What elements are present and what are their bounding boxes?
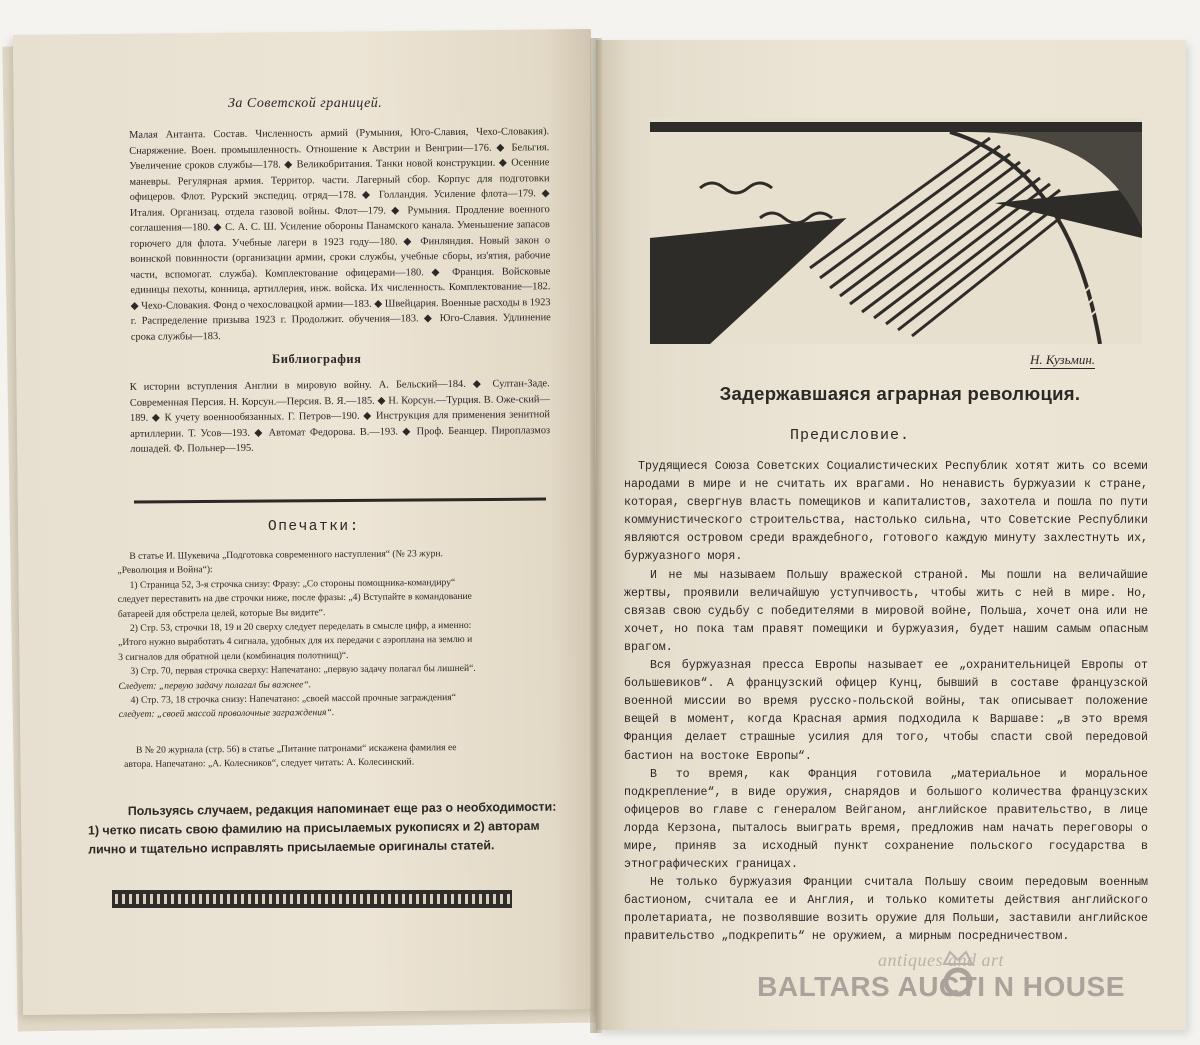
watermark-brand: BALTARS AUCTI N HOUSE [757, 971, 1125, 1002]
errata-note [124, 740, 574, 773]
decorative-border-strip [112, 888, 512, 910]
errata-line: В статье И. Шукевича „Подготовка современного наступления“ (№ 23 журн. [129, 548, 443, 562]
illustration-credit: Н. Кузьмин. [1030, 352, 1096, 367]
errata-line: Следует: „первую задачу полагал бы важнее“. [118, 678, 312, 692]
crown-logo-icon [940, 948, 976, 1000]
article-paragraph: В то время, как Франция готовила „материальное и моральное подкрепление“, в виде оружия, снарядов и большого количества французских офицеров во главе с генералом Вейганом, английское правительство, в лице лорда Керзона, пыталось выиграть время, предложив нам начать переговоры о мире, приняв за исходный пункт сохранение польского государства в этнографических границах. [624, 767, 1148, 872]
article-paragraph: Трудящиеся Союза Советских Социалистических Республик хотят жить со всеми народами в мире и не считать их врагами. Но ненависть буржуазии к стране, которая, свергнув власть помещиков и капиталистов, захотела и пошла по пути коммунистического строительства, настолько сильна, что Советские Республики являются островом среди враждебного, готового каждую минуту захлестнуть их, буржуазного моря. [624, 460, 1148, 564]
errata-line: 2) Стр. 53, строчки 18, 19 и 20 сверху следует переделать в смысле цифр, а именно: [129, 619, 472, 634]
article-paragraph: Вся буржуазная пресса Европы называет ее „охранительницей Европы от большевиков“. А французский офицер Кунц, бывший в составе французской военной миссии во время русско-польской войны, так описывает положение вещей в момент, когда Красная армия подходила к Варшаве: „в это время Франция делает страшные усилия для того, чтобы спасти свой передовой бастион на востоке Европы“. [624, 659, 1148, 763]
errata-line: следует переставить на две строчки ниже, после фразы: „4) Вступайте в командование [117, 591, 472, 606]
article-paragraph: И не мы называем Польшу вражеской страной. Мы пошли на величайшие жертвы, проявили величайшую уступчивость, чтобы жить с ней в мире. Но, связав свою судьбу с победителями в мировой войне, Польша, хочет она или не хочет, но пока там правят помещики и буржуазия, будет нашим самым опасным врагом. [624, 568, 1148, 654]
constructivist-illustration [650, 118, 1142, 344]
errata-line: следует: „своей массой проволочные заграждения“. [118, 707, 335, 721]
section-heading: За Советской границей. [228, 96, 383, 111]
notice-line: Пользуясь случаем, редакция напоминает еще раз о необходимости: [127, 799, 557, 819]
article-title: Задержавшаяся аграрная революция. [719, 383, 1081, 404]
book-gutter [590, 38, 602, 1033]
errata-note-line: автора. Напечатано: „А. Колесников“, следует читать: А. Колесинский. [124, 756, 415, 771]
preface-heading: Предисловие. [790, 427, 911, 444]
editorial-notice [88, 797, 569, 859]
errata-line: „Революция и Война“): [117, 564, 213, 577]
notice-line: лично и тщательно исправлять присылаемые оригиналы статей. [88, 838, 495, 857]
errata-line: батареей для обстрела целей, которые Вы видите“. [117, 606, 326, 620]
errata-line: 3 сигналов для обратной цели (комбинация полотнищ)“. [118, 649, 349, 663]
notice-line: 1) четко писать свою фамилию на присылаемых рукописях и 2) авторам [87, 818, 540, 838]
errata-line: 3) Стр. 70, первая строчка сверху: Напечатано: „первую задачу полагал бы лишней“. [130, 663, 476, 678]
watermark-tagline: antiques and art [877, 950, 1004, 970]
errata-note-line: В № 20 журнала (стр. 56) в статье „Питание патронами“ искажена фамилия ее [135, 742, 457, 756]
errata-line: 4) Стр. 73, 18 строчка снизу: Напечатано: „своей массой прочные заграждения“ [130, 692, 457, 706]
bibliography-heading: Библиография [272, 352, 362, 366]
errata-list [117, 546, 568, 723]
errata-line: 1) Страница 52, 3-я строчка снизу: Фразу: „Со стороны помощника-командиру“ [129, 576, 456, 591]
bibliography-contents: К истории вступления Англии в мировую войну. А. Бельский—184. ◆ Султан-Заде. Современная Персия. Н. Корсун.—Персия. В. Я.—185. ◆ Н. Корсун.—Турция. В. Оже-ский—189. ◆ К учету военнообязанных. Г. Петров—190. ◆ Инструкция для применения зенитной артиллерии. Т. Усов—193. ◆ Автомат Федорова. В.—193. ◆ Проф. Беанцер. Пироплазмоз лошадей. Ф. Польнер—195. [129, 378, 551, 455]
errata-line: „Итого нужно выработать 4 сигнала, удобных для их передачи с аэроплана на землю и [118, 634, 473, 649]
article-paragraph: Не только буржуазия Франции считала Польшу своим передовым военным бастионом, считала ее и Англия, и только комитеты действия английского пролетариата, не позволявшие возить оружие для Польши, заставили английское правительство „подкрепить“ не оружием, а мирным посредничеством. [624, 876, 1148, 944]
errata-heading: Опечатки: [268, 519, 360, 535]
article-body [624, 458, 1148, 947]
abroad-contents: Малая Антанта. Состав. Численность армий (Румыния, Юго-Славия, Чехо-Словакия). Снаряжение. Воен. промышленность. Отношение к Австрии и Венгрии—176. ◆ Бельгия. Увеличение сроков службы—178. ◆ Великобритания. Танки новой конструкции. ◆ Осенние маневры. Регулярная армия. Территор. части. Лагерный сбор. Корпус для подготовки офицеров. Флот. Рурский экспедиц. отряд—178. ◆ Голландия. Усиление флота—179. ◆ Италия. Организац. отдела газовой войны. Флот—179. ◆ Румыния. Продление военного соглашения—180. ◆ С. А. С. Ш. Усиление обороны Панамского канала. Уменьшение запасов горючего для флота. Учебные лагери в 1923 году—180. ◆ Финляндия. Новый закон о воинской повинности (организации армии, сроки службы, учебные сборы, из'ятия, рабочие части, вспомогат. служба). Комплектование офицерами—180. ◆ Франция. Войсковые единицы пехоты, конница, артиллерия, инж. войска. Их численность. Комплектование—182. ◆ Чехо-Словакия. Фонд о чехословацкой армии—183. ◆ Швейцария. Военные расходы в 1923 г. Распределение призыва 1923 г. Продолжит. обучения—183. ◆ Юго-Славия. Удлинение срока службы—183. [129, 126, 551, 343]
